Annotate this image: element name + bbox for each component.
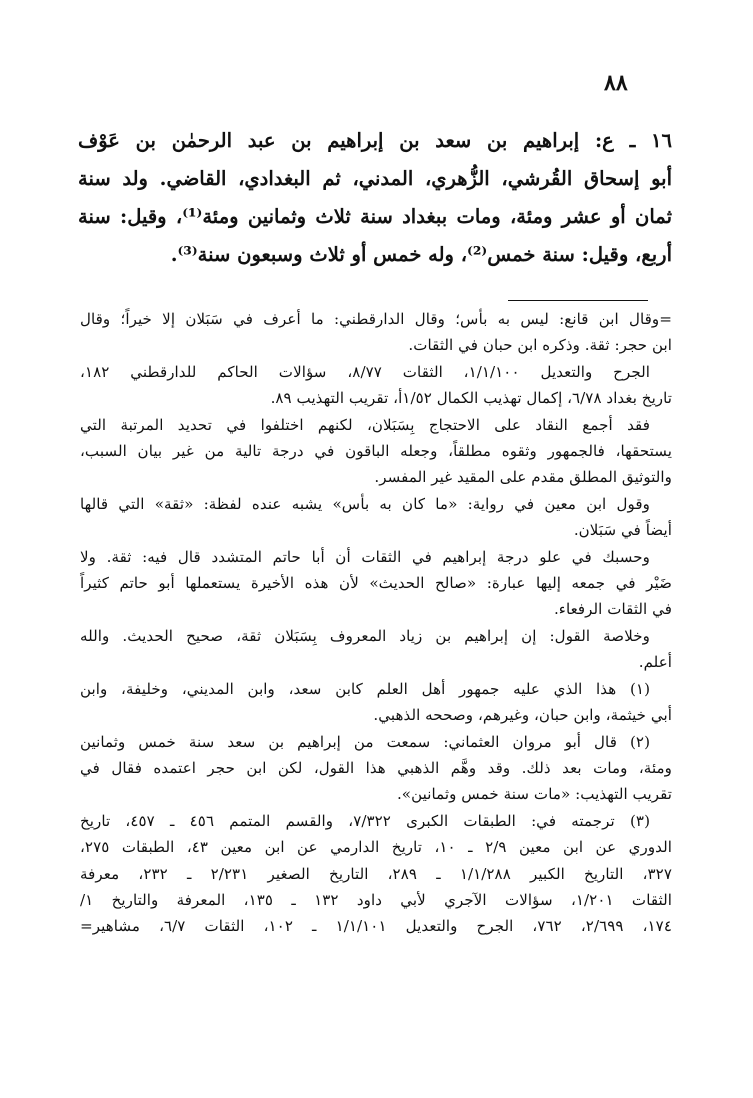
biography-entry — [78, 122, 672, 274]
footnote-line: (١) هذا الذي عليه جمهور أهل العلم كابن سعد، وابن المديني، وخليفة، وابن — [80, 679, 650, 698]
footnote-line: الثقات ١/٢٠١، سؤالات الآجري لأبي داود ١٣٢ ـ ١٣٥، المعرفة والتاريخ ١/ — [80, 890, 672, 909]
footnote-line: (٢) قال أبو مروان العثماني: سمعت من إبراهيم بن سعد سنة خمس وثمانين — [80, 732, 650, 751]
footnote-line: والتوثيق المطلق مقدم على المقيد غير المفسر. — [374, 468, 672, 487]
footnote-line: ضَيْر في جمعه إليها عبارة: «صالح الحديث» لأن هذه الأخيرة يستعملها أبو حاتم كثيراً — [80, 574, 672, 593]
entry-line: أربع، وقيل: سنة خمس⁽²⁾، وله خمس أو ثلاث وسبعون سنة⁽³⁾. — [170, 243, 672, 266]
footnote-line: الدوري عن ابن معين ٢/٩ ـ ١٠، تاريخ الدارمي عن ابن معين ٤٣، الطبقات ٢٧٥، — [80, 838, 672, 857]
footnote-line: تقريب التهذيب: «مات سنة خمس وثمانين». — [396, 785, 672, 804]
footnote-line: ٣٢٧، التاريخ الكبير ١/١/٢٨٨ ـ ٢٨٩، التاريخ الصغير ٢/٢٣١ ـ ٢٣٢، معرفة — [80, 864, 672, 883]
footnote-line: في الثقات الرفعاء. — [553, 600, 672, 619]
footnote-paragraph — [80, 491, 672, 544]
footnote-line: تاريخ بغداد ٦/٧٨، إكمال تهذيب الكمال ١/٥٢أ، تقريب التهذيب ٨٩. — [270, 389, 672, 408]
entry-line: ١٦ ـ ع: إبراهيم بن سعد بن إبراهيم بن عبد الرحمٰن بن عَوْف — [78, 129, 672, 152]
footnote-paragraph — [80, 544, 672, 623]
footnote-line: أبي خيثمة، وابن حبان، وغيرهم، وصححه الذهبي. — [373, 706, 672, 725]
footnote-separator — [508, 300, 648, 301]
footnote-line: يستحقها، فالجمهور وثقوه مطلقاً، وجعله الباقون في درجة تالية من غير بيان السبب، — [80, 442, 672, 461]
entry-line: ثمان أو عشر ومئة، ومات ببغداد سنة ثلاث وثمانين ومئة⁽¹⁾، وقيل: سنة — [78, 205, 672, 228]
footnote-line: أعلم. — [638, 653, 672, 672]
footnote-2 — [80, 729, 672, 808]
footnote-line: ومئة، ومات بعد ذلك. وقد وهَّم الذهبي هذا القول، لكن ابن حجر اعتمده فقال في — [80, 758, 672, 777]
footnote-line: =وقال ابن قانع: ليس به بأس؛ وقال الدارقطني: ما أعرف في سَبَلان إلا خيراً؛ وقال — [80, 310, 672, 328]
footnote-3 — [80, 808, 672, 940]
footnote-paragraph — [80, 359, 672, 412]
footnote-line: (٣) ترجمته في: الطبقات الكبرى ٧/٣٢٢، والقسم المتمم ٤٥٦ ـ ٤٥٧، تاريخ — [80, 811, 651, 830]
footnote-paragraph — [80, 412, 672, 491]
footnote-line: ١٧٤، ٢/٦٩٩، ٧٦٢، الجرح والتعديل ١/١/١٠١ ـ ١٠٢، الثقات ٦/٧، مشاهير= — [80, 917, 672, 936]
footnote-paragraph — [80, 623, 672, 676]
footnote-line: وخلاصة القول: إن إبراهيم بن زياد المعروف بِسَبَلان ثقة، صحيح الحديث. والله — [80, 626, 650, 645]
footnote-paragraph — [80, 306, 672, 359]
footnote-line: فقد أجمع النقاد على الاحتجاج بِسَبَلان، لكنهم اختلفوا في تحديد المرتبة التي — [80, 415, 650, 434]
page-number: ٨٨ — [604, 70, 628, 96]
footnote-line: وحسبك في علو درجة إبراهيم في الثقات أن أبا حاتم المتشدد قال فيه: ثقة. ولا — [80, 547, 650, 566]
footnote-line: ابن حجر: ثقة. وذكره ابن حبان في الثقات. — [408, 336, 672, 355]
footnote-line: أيضاً في سَبَلان. — [573, 521, 672, 540]
footnote-line: الجرح والتعديل ١/١/١٠٠، الثقات ٨/٧٧، سؤالات الحاكم للدارقطني ١٨٢، — [80, 362, 650, 381]
footnote-1 — [80, 676, 672, 729]
footnotes — [80, 306, 672, 940]
entry-line: أبو إسحاق القُرشي، الزُّهري، المدني، ثم البغدادي، القاضي. ولد سنة — [78, 167, 672, 190]
footnote-line: وقول ابن معين في رواية: «ما كان به بأس» يشبه عنده لفظة: «ثقة» التي قالها — [80, 494, 650, 513]
